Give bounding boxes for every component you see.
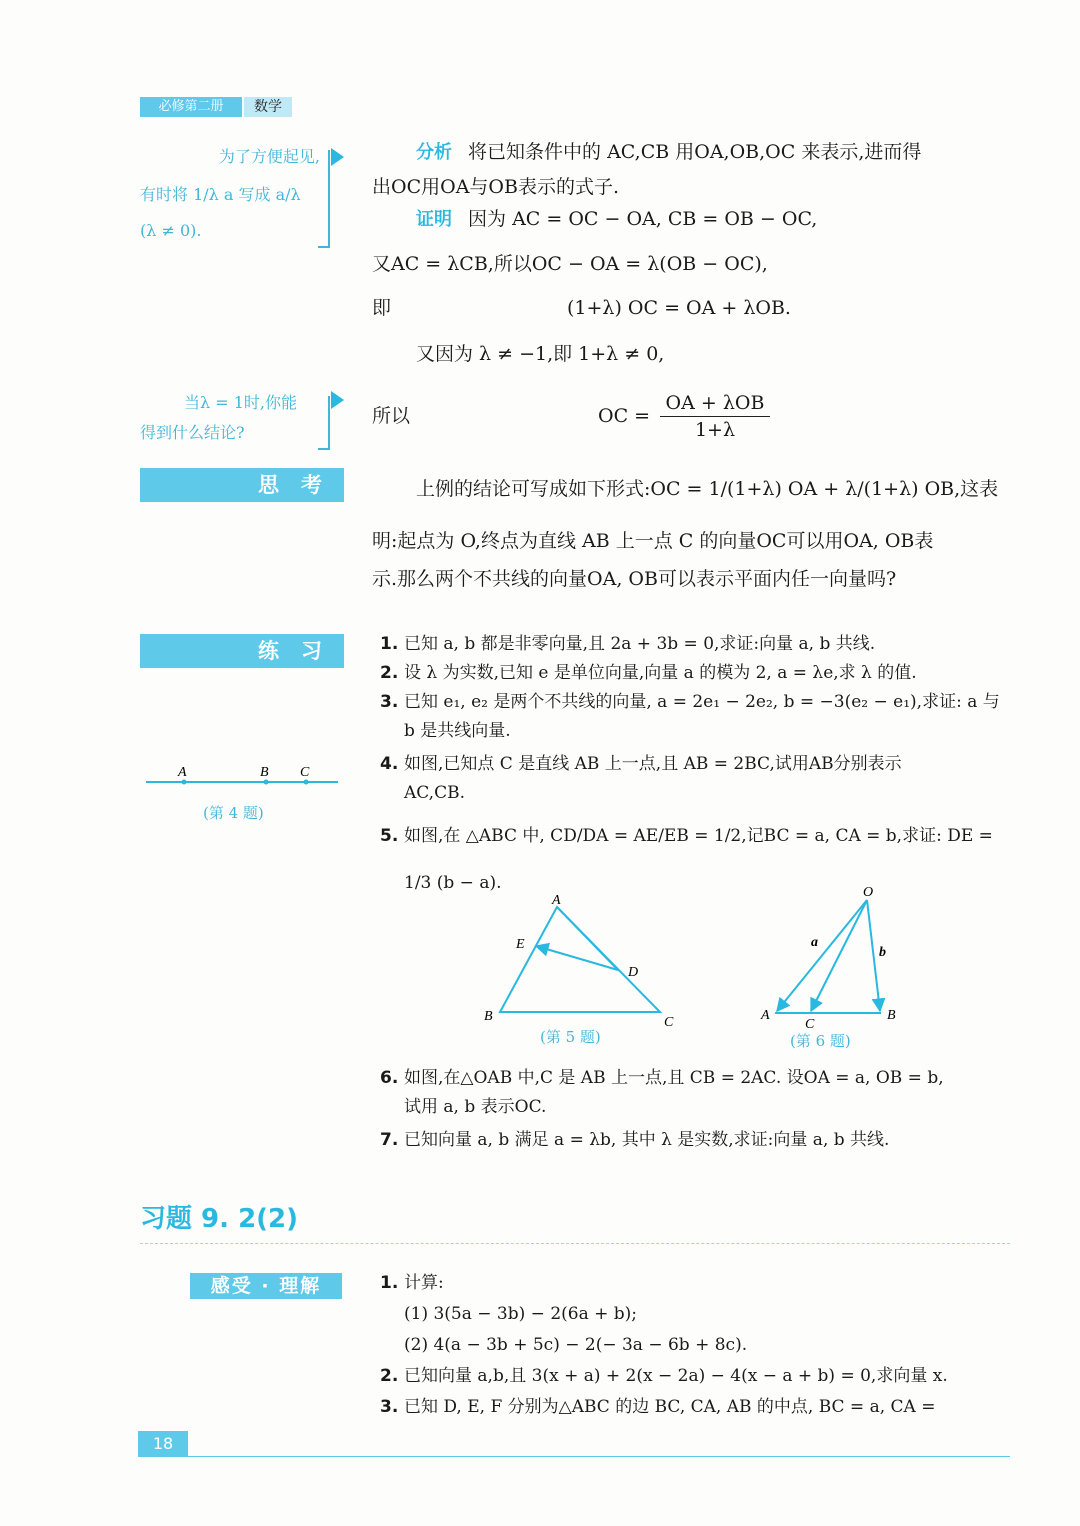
fig6-label-b-vec: b [879,945,886,960]
book-label: 必修第二册 [140,97,242,117]
fig4-point-a [182,780,187,785]
exercise-4: 4. 如图,已知点 C 是直线 AB 上一点,且 AB = 2BC,试用AB分别表示 [380,754,902,774]
side-note-1-line3: (λ ≠ 0). [140,221,202,240]
exercise-list-2 [380,1064,1020,1155]
fig6-caption: (第 6 题) [790,1032,851,1050]
proof-line3: 又因为 λ ≠ −1,即 1+λ ≠ 0, [416,343,665,365]
side-note-1 [130,146,320,242]
proof-eq2-left: OC = [598,405,651,427]
side-note-2 [140,392,318,444]
analysis-line2: 出OC用OA与OB表示的式子. [372,176,619,198]
think-tag: 思考 [140,468,344,502]
fig5-label-b: B [484,1009,493,1024]
fig4-label-b: B [260,765,269,780]
fig6-label-a-vec: a [811,935,818,950]
fig6-label-b: B [887,1008,896,1023]
subject-label: 数学 [244,97,292,117]
fig5-caption: (第 5 题) [540,1028,601,1046]
homework-1: 1. 计算: [380,1273,444,1293]
fig4-label-a: A [178,765,187,780]
exercise-6: 6. 如图,在△OAB 中,C 是 AB 上一点,且 CB = 2AC. 设OA = a, OB = b, [380,1068,944,1088]
think-line2: 明:起点为 O,终点为直线 AB 上一点 C 的向量OC可以用OA, OB表 [372,530,934,552]
side-note-2-line2: 得到什么结论? [140,423,245,442]
exercise-4-cont: AC,CB. [404,783,465,803]
fig6-label-c: C [805,1017,815,1030]
exercise-3-cont: b 是共线向量. [404,721,511,741]
side-note-2-line1: 当λ = 1时,你能 [184,393,297,412]
page-number: 18 [138,1431,188,1457]
side-note-1-line1: 为了方便起见, [218,147,320,166]
homework-1-part1: (1) 3(5a − 3b) − 2(6a + b); [404,1304,638,1324]
side-note-1-bracket [318,150,330,248]
footer-rule [188,1456,1010,1457]
side-note-2-bracket [318,396,330,450]
think-line1: 上例的结论可写成如下形式:OC = 1/(1+λ) OA + λ/(1+λ) OB,这表 [416,478,999,500]
homework-2: 2. 已知向量 a,b,且 3(x + a) + 2(x − 2a) − 4(x − a + b) = 0,求向量 x. [380,1366,948,1386]
fig4-caption: (第 4 题) [203,804,264,822]
fig5-label-c: C [664,1015,674,1030]
homework-list [380,1268,1020,1423]
section-title: 习题 9. 2(2) [140,1204,299,1234]
fig4-point-b [264,780,269,785]
exercise-5-cont: 1/3 (b − a). [404,873,502,893]
side-note-1-arrow-icon [331,148,344,166]
proof-eq2-denominator: 1+λ [694,419,736,441]
proof-eq2-fraction [660,390,770,443]
proof-suoyi: 所以 [372,405,411,427]
proof-line1: 因为 AC = OC − OA, CB = OB − OC, [468,208,818,230]
fig5-label-a: A [552,893,561,908]
figure-6 [755,880,915,1030]
think-text [372,475,1022,593]
fig6-label-o: O [863,885,874,900]
exercise-7: 7. 已知向量 a, b 满足 a = λb, 其中 λ 是实数,求证:向量 a, b 共线. [380,1130,890,1150]
side-note-1-line2: 有时将 1/λ a 写成 a/λ [140,185,301,204]
fig6-vector-oa [777,900,867,1011]
homework-3: 3. 已知 D, E, F 分别为△ABC 的边 BC, CA, AB 的中点, BC = a, CA = [380,1397,936,1417]
proof-eq2-numerator: OA + λOB [660,390,770,417]
fig6-vector-oc [811,900,867,1011]
proof-eq1: (1+λ) OC = OA + λOB. [567,297,791,319]
analysis-line1: 将已知条件中的 AC,CB 用OA,OB,OC 来表示,进而得 [468,141,922,163]
side-note-2-arrow-icon [331,391,344,409]
exercise-5: 5. 如图,在 △ABC 中, CD/DA = AE/EB = 1/2,记BC = a, CA = b,求证: DE = [380,826,993,846]
fig5-label-d: D [628,965,639,980]
section-divider [140,1243,1010,1244]
figure-5 [480,890,680,1030]
exercise-3: 3. 已知 e₁, e₂ 是两个不共线的向量, a = 2e₁ − 2e₂, b = −3(e₂ − e₁),求证: a 与 [380,692,1000,712]
think-line3: 示.那么两个不共线的向量OA, OB可以表示平面内任一向量吗? [372,568,897,590]
homework-1-part2: (2) 4(a − 3b + 5c) − 2(− 3a − 6b + 8c). [404,1335,748,1355]
feel-tag: 感受 · 理解 [190,1273,342,1299]
proof-line2: 又AC = λCB,所以OC − OA = λ(OB − OC), [372,253,768,275]
exercise-2: 2. 设 λ 为实数,已知 e 是单位向量,向量 a 的模为 2, a = λe,求 λ 的值. [380,663,917,683]
exercise-1: 1. 已知 a, b 都是非零向量,且 2a + 3b = 0,求证:向量 a, b 共线. [380,634,876,654]
fig4-label-c: C [300,765,310,780]
proof-block [372,205,1022,368]
proof-label: 证明 [416,209,452,230]
fig4-point-c [304,780,309,785]
practice-tag: 练习 [140,634,344,668]
proof-ji: 即 [372,297,392,319]
fig6-label-a: A [761,1008,770,1023]
analysis-label: 分析 [416,142,452,163]
exercise-list [380,630,1020,898]
fig5-label-e: E [516,937,525,952]
exercise-6-cont: 试用 a, b 表示OC. [404,1097,547,1117]
analysis-block [372,138,1022,201]
